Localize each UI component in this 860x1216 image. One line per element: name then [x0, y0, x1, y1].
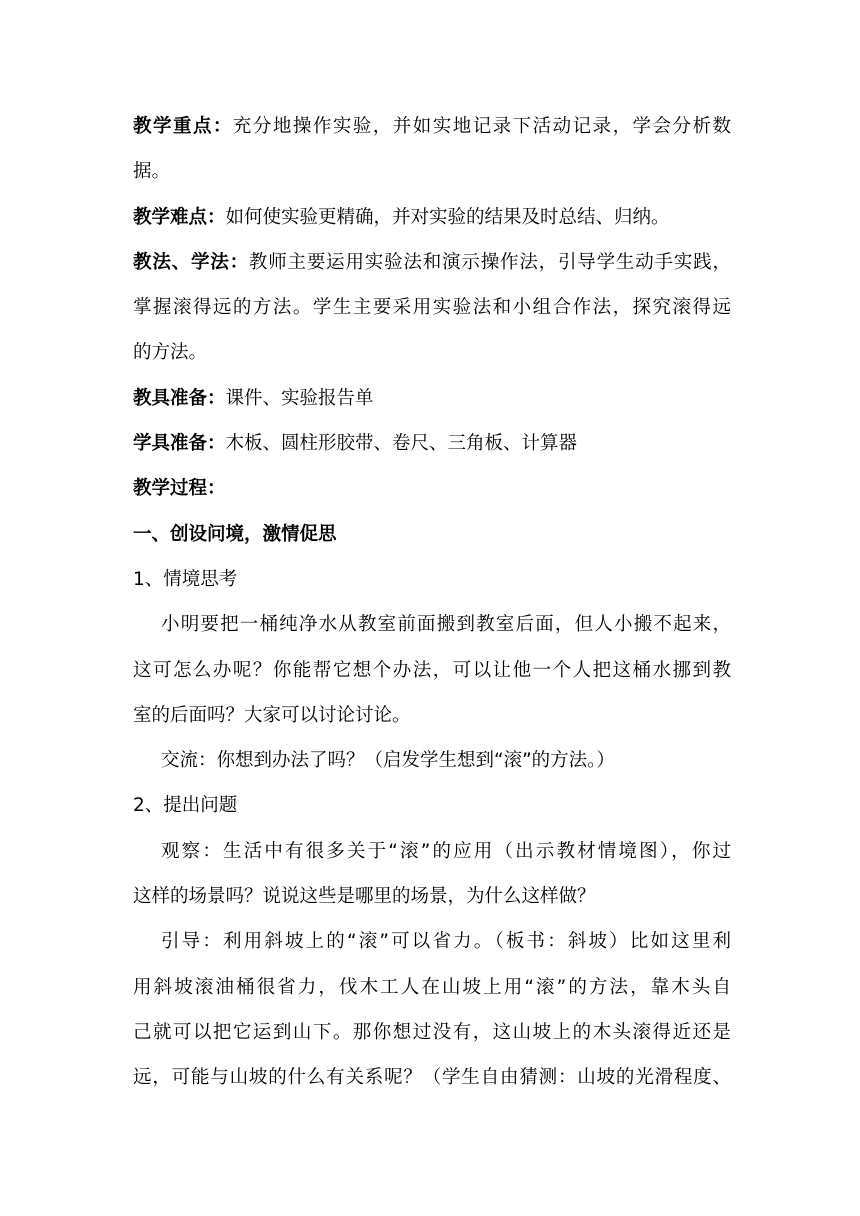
subsection-1-heading: 1、情境思考 — [133, 568, 238, 590]
key-points-line-2: 据。 — [133, 161, 171, 183]
methods-line-1 — [133, 240, 731, 285]
methods-text: 教师主要运用实验法和演示操作法，引导学生动手实践， — [248, 251, 731, 273]
paragraph-3-line-1: 观察：生活中有很多关于“滚”的应用（出示教材情境图），你过 — [161, 840, 731, 862]
learning-tools-line — [133, 421, 731, 466]
teaching-tools-text: 课件、实验报告单 — [225, 387, 374, 409]
methods-label: 教法、学法： — [133, 251, 249, 273]
paragraph-1-line-2: 这可怎么办呢？你能帮它想个办法，可以让他一个人把这桶水挪到教 — [133, 659, 731, 681]
paragraph-2: 交流：你想到办法了吗？（启发学生想到“滚”的方法。） — [161, 750, 615, 772]
paragraph-1-line-1: 小明要把一桶纯净水从教室前面搬到教室后面，但人小搬不起来， — [161, 614, 731, 636]
paragraph-3-line-2: 这样的场景吗？说说这些是哪里的场景，为什么这样做？ — [133, 886, 596, 908]
learning-tools-label: 学具准备： — [133, 433, 226, 455]
paragraph-4-line-4: 远，可能与山坡的什么有关系呢？（学生自由猜测：山坡的光滑程度、 — [133, 1067, 731, 1089]
key-points-text: 充分地操作实验，并如实地记录下活动记录，学会分析数 — [232, 116, 731, 137]
process-heading: 教学过程： — [133, 478, 226, 500]
learning-tools-text: 木板、圆柱形胶带、卷尺、三角板、计算器 — [225, 433, 578, 455]
difficulties-label: 教学难点： — [133, 206, 226, 228]
paragraph-4-line-2: 用斜坡滚油桶很省力，伐木工人在山坡上用“滚”的方法，靠木头自 — [133, 976, 731, 998]
teaching-tools-line — [133, 376, 731, 421]
difficulties-line — [133, 195, 731, 240]
subsection-2-heading: 2、提出问题 — [133, 795, 238, 817]
difficulties-text: 如何使实验更精确，并对实验的结果及时总结、归纳。 — [225, 206, 670, 228]
paragraph-1-line-3: 室的后面吗？大家可以讨论讨论。 — [133, 704, 411, 726]
section-1-heading: 一、创设问境，激情促思 — [133, 523, 337, 545]
key-points-line-1 — [133, 104, 731, 149]
methods-line-2: 掌握滚得远的方法。学生主要采用实验法和小组合作法，探究滚得远 — [133, 297, 731, 319]
paragraph-4-line-1: 引导：利用斜坡上的“滚”可以省力。（板书：斜坡）比如这里利 — [161, 931, 731, 953]
key-points-label: 教学重点： — [133, 116, 233, 137]
document-page — [133, 104, 731, 1101]
teaching-tools-label: 教具准备： — [133, 387, 226, 409]
paragraph-4-line-3: 己就可以把它运到山下。那你想过没有，这山坡上的木头滚得近还是 — [133, 1021, 731, 1043]
methods-line-3: 的方法。 — [133, 342, 208, 364]
